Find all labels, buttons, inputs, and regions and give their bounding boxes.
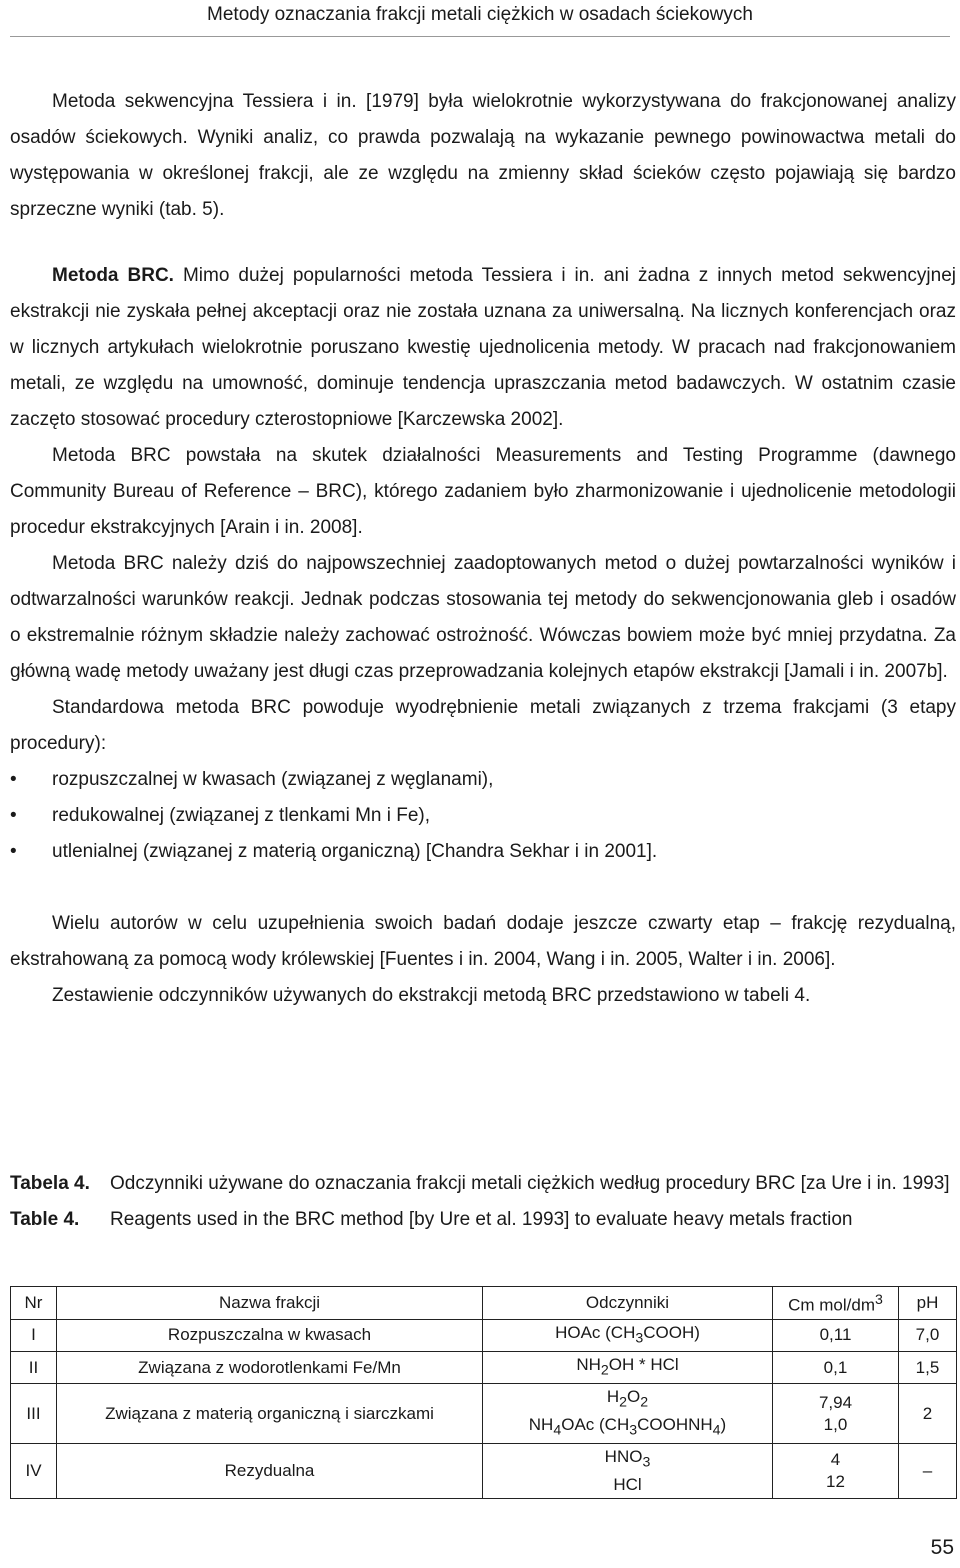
- cell-fraction: Związana z materią organiczną i siarczkami: [57, 1384, 483, 1444]
- cell-fraction: Związana z wodorotlenkami Fe/Mn: [57, 1352, 483, 1384]
- cell-ph: 1,5: [899, 1352, 957, 1384]
- header-fraction: Nazwa frakcji: [57, 1287, 483, 1320]
- reagents-table: [10, 1286, 957, 1499]
- cell-reagents: $NH_2OH$ * HCl: [483, 1352, 773, 1384]
- paragraph-brc-adoption: Metoda BRC należy dziś do najpowszechniej zaadoptowanych metod o dużej powtarzalności wyników i odtwarzalności warunków reakcji. Jednak podczas stosowania tej metody do sekwencjonowania gleb i osadów o ekstremalnie różnym składzie należy zachować ostrożność. Wówczas bowiem może być mniej przydatna. Za główną wadę metody uważany jest długi czas przeprowadzania kolejnych etapów ekstrakcji [Jamali i in. 2007b].: [10, 553, 956, 682]
- caption-label-pl: Tabela 4.: [10, 1173, 90, 1194]
- header-nr: Nr: [11, 1287, 57, 1320]
- cell-ph: –: [899, 1444, 957, 1498]
- header-reagents: Odczynniki: [483, 1287, 773, 1320]
- paragraph-tessier: Metoda sekwencyjna Tessiera i in. [1979] była wielokrotnie wykorzystywana do frakcjonowanej analizy osadów ściekowych. Wyniki analiz, co prawda pozwalają na wykazanie pewnego powinowactwa metali do występowania w określonej frakcji, ale ze względu na zmienny skład ścieków często pojawiają się bardzo sprzeczne wyniki (tab. 5).: [10, 91, 956, 220]
- table-header-row: [11, 1287, 957, 1320]
- cell-nr: I: [11, 1319, 57, 1351]
- paragraph-brc-text: Mimo dużej popularności metoda Tessiera i in. ani żadna z innych metod sekwencyjnej ekstrakcji nie zyskała pełnej akceptacji oraz nie została uznana za uniwersalną. Na licznych konferencjach oraz w licznych artykułach wielokrotnie poruszano kwestię ujednolicenia metody. W pracach nad frakcjonowaniem metali, ze względu na umowność, dominuje tendencja upraszczania metod badawczych. W ostatnim czasie zaczęto stosować procedury czterostopniowe [Karczewska 2002].: [10, 265, 956, 430]
- paragraph-brc-origin: Metoda BRC powstała na skutek działalności Measurements and Testing Programme (dawnego Community Bureau of Reference – BRC), którego zadaniem było zharmonizowanie i ujednolicenie metodologii procedur ekstrakcyjnych [Arain i in. 2008].: [10, 445, 956, 538]
- cell-cm: 0,1: [773, 1352, 899, 1384]
- article-body: [10, 84, 956, 1014]
- section-heading-brc: Metoda BRC.: [52, 265, 174, 286]
- cell-reagents: HOAc $(CH_3COOH)$: [483, 1319, 773, 1351]
- table-row: [11, 1444, 957, 1498]
- paragraph-brc-fractions: Standardowa metoda BRC powoduje wyodrębnienie metali związanych z trzema frakcjami (3 etapy procedury):: [10, 697, 956, 754]
- cell-cm: 4 12: [773, 1444, 899, 1498]
- table-row: [11, 1384, 957, 1444]
- list-item: • redukowalnej (związanej z tlenkami Mn i Fe),: [10, 798, 956, 834]
- cell-nr: III: [11, 1384, 57, 1444]
- cell-reagents: $H_2O_2$ $NH_4OAc$ $(CH_3COOHNH_4)$: [483, 1384, 773, 1444]
- table-caption: [10, 1166, 956, 1238]
- cell-cm: 0,11: [773, 1319, 899, 1351]
- paragraph-table-ref: Zestawienie odczynników używanych do ekstrakcji metodą BRC przedstawiono w tabeli 4.: [52, 985, 811, 1006]
- list-item: • rozpuszczalnej w kwasach (związanej z węglanami),: [10, 762, 956, 798]
- fraction-list: [10, 762, 956, 870]
- cell-ph: 2: [899, 1384, 957, 1444]
- cell-reagents: $HNO_3$ HCl: [483, 1444, 773, 1498]
- header-ph: pH: [899, 1287, 957, 1320]
- cell-fraction: Rezydualna: [57, 1444, 483, 1498]
- running-header: Metody oznaczania frakcji metali ciężkich w osadach ściekowych: [207, 4, 753, 25]
- cell-ph: 7,0: [899, 1319, 957, 1351]
- page-number: 55: [930, 1536, 954, 1559]
- cell-fraction: Rozpuszczalna w kwasach: [57, 1319, 483, 1351]
- cell-nr: II: [11, 1352, 57, 1384]
- header-divider: [10, 36, 950, 37]
- header-cm: Cm mol/$dm^3$: [773, 1287, 899, 1320]
- table-row: [11, 1352, 957, 1384]
- list-item: • utlenialnej (związanej z materią organiczną) [Chandra Sekhar i in 2001].: [10, 834, 956, 870]
- cell-nr: IV: [11, 1444, 57, 1498]
- table-row: [11, 1319, 957, 1351]
- cell-cm: 7,94 1,0: [773, 1384, 899, 1444]
- paragraph-brc-intro: [10, 258, 956, 438]
- caption-label-en: Table 4.: [10, 1209, 80, 1230]
- caption-text-pl: Odczynniki używane do oznaczania frakcji metali ciężkich według procedury BRC [za Ure i in. 1993]: [110, 1173, 950, 1194]
- paragraph-fourth-stage: Wielu autorów w celu uzupełnienia swoich badań dodaje jeszcze czwarty etap – frakcję rezydualną, ekstrahowaną za pomocą wody królewskiej [Fuentes i in. 2004, Wang i in. 2005, Walter i in. 2006].: [10, 913, 956, 970]
- caption-text-en: Reagents used in the BRC method [by Ure et al. 1993] to evaluate heavy metals fraction: [110, 1209, 853, 1230]
